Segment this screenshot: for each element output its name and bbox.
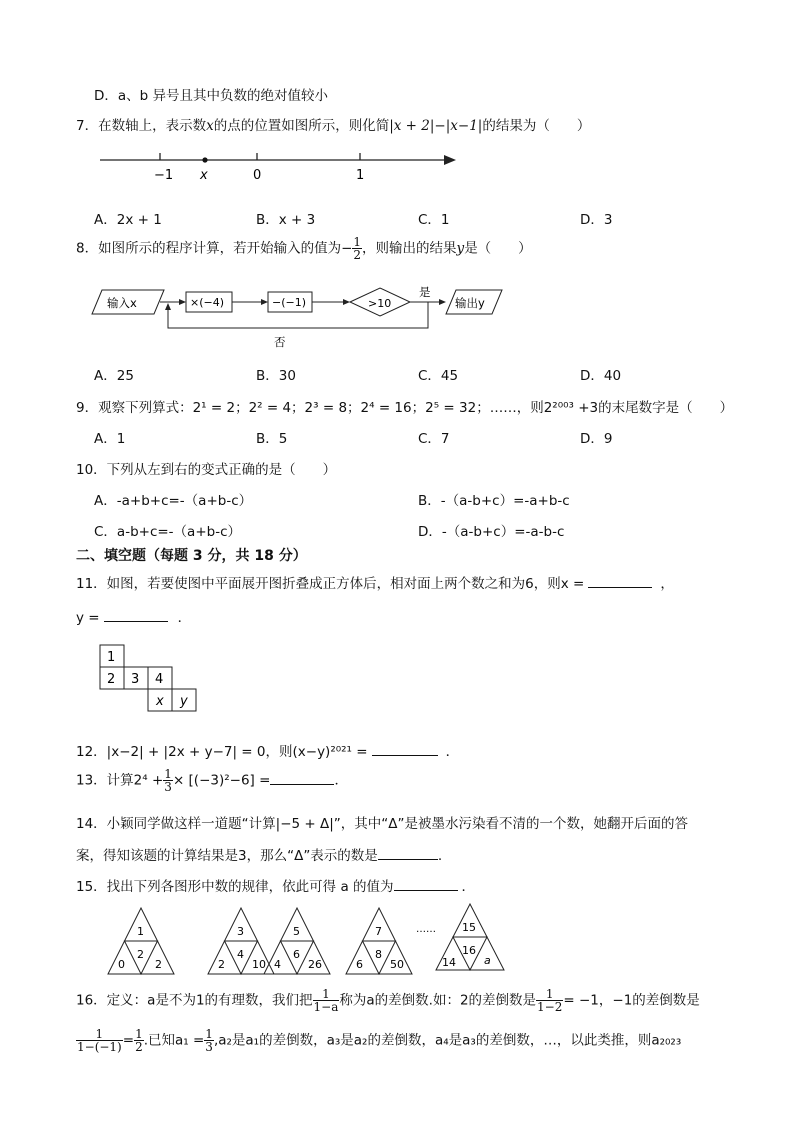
q6-option-d: D．a、b 异号且其中负数的绝对值较小 [94, 88, 329, 104]
flow-step1: ×(−4) [190, 296, 225, 309]
q9-option-c: C．7 [418, 431, 450, 447]
q14-line2: 案，得知该题的计算结果是3，那么“Δ”表示的数是 . [76, 844, 442, 864]
q15-stem: 15．找出下列各图形中数的规律，依此可得 a 的值为 ． [76, 875, 475, 895]
q13-stem: 13．计算2⁴ + $\frac{1}{3}$ × [(−3)²−6] = ． [76, 767, 348, 794]
tri4-mid: 8 [375, 948, 382, 961]
q7-option-b: B．x + 3 [256, 212, 316, 228]
axis-label-1: 1 [356, 168, 365, 183]
tri2-br: 10 [252, 958, 266, 971]
net-cell-3: 3 [131, 672, 140, 687]
q9-option-a: A．1 [94, 431, 126, 447]
tri5-br: a [484, 954, 491, 967]
tri5-bl: 14 [442, 956, 456, 969]
net-cell-1: 1 [107, 650, 116, 665]
flow-step2: −(−1) [272, 296, 307, 309]
q15-triangles [100, 900, 520, 978]
q10-stem: 10．下列从左到右的变式正确的是（ ） [76, 462, 337, 478]
tri4-top: 7 [375, 925, 382, 938]
q15-ellipsis: …… [416, 924, 436, 935]
flow-decision: >10 [368, 297, 392, 310]
q8-stem: 8．如图所示的程序计算，若开始输入的值为− $\frac{1}{2}$ ，则输出的结果y是（ ） [76, 235, 532, 262]
q7-option-d: D．3 [580, 212, 613, 228]
tri1-br: 2 [155, 958, 162, 971]
flow-output: 输出y [455, 296, 485, 310]
tri3-mid: 6 [293, 948, 300, 961]
q14-line1: 14．小颖同学做这样一道题“计算|−5 + Δ|”，其中“Δ”是被墨水污染看不清的一个数，她翻开后面的答 [76, 816, 689, 832]
tri4-bl: 6 [356, 958, 363, 971]
q8-option-d: D．40 [580, 368, 622, 384]
q8-fraction: $\frac{1}{2}$ [353, 235, 362, 262]
q9-option-b: B．5 [256, 431, 288, 447]
q9-option-d: D．9 [580, 431, 613, 447]
flow-no: 否 [274, 335, 286, 349]
net-cell-x: x [156, 694, 164, 709]
tri4-br: 50 [390, 958, 404, 971]
tri1-mid: 2 [137, 948, 144, 961]
q13-fraction: $\frac{1}{3}$ [164, 767, 172, 794]
q11-blank-x [588, 573, 652, 588]
q11-cube-net [98, 643, 200, 717]
tri1-bl: 0 [118, 958, 125, 971]
q12-blank [372, 741, 438, 756]
q7-number-line [96, 148, 466, 184]
tri2-bl: 2 [218, 958, 225, 971]
tri3-bl: 4 [274, 958, 281, 971]
q8-option-b: B．30 [256, 368, 296, 384]
tri5-top: 15 [462, 921, 476, 934]
q8-option-c: C．45 [418, 368, 459, 384]
q11-line2: y = ． [76, 606, 191, 626]
net-cell-4: 4 [155, 672, 164, 687]
axis-label-x: x [200, 168, 208, 183]
tri1-top: 1 [137, 925, 144, 938]
tri2-top: 3 [237, 925, 244, 938]
section-title: 二、填空题（每题 3 分，共 18 分） [76, 548, 307, 564]
net-cell-2: 2 [107, 672, 116, 687]
q10-option-d: D．-（a-b+c）=-a-b-c [418, 524, 565, 540]
tri5-mid: 16 [462, 944, 476, 957]
q7-option-a: A．2x + 1 [94, 212, 162, 228]
axis-label-neg1: −1 [154, 168, 174, 183]
q13-blank [270, 770, 334, 785]
flow-yes: 是 [419, 285, 431, 299]
tri3-top: 5 [293, 925, 300, 938]
q16-line1: 16．定义：a是不为1的有理数，我们把 $\frac{1}{1-a}$ 称为a的差倒数.如：2的差倒数是 $\frac{1}{1-2}$ = −1，−1的差倒数是 [76, 987, 700, 1014]
net-cell-y: y [180, 694, 188, 709]
q16-line2: $\frac{1}{1-(-1)}$ = $\frac{1}{2}$ .已知a₁ = $\frac{1}{3}$ ,a₂是a₁的差倒数，a₃是a₂的差倒数，a₄是a₃的差倒数，…，以此类推，则a₂₀₂₃ [77, 1027, 682, 1054]
tri2-mid: 4 [237, 948, 244, 961]
q12-stem: 12．|x−2| + |2x + y−7| = 0，则(x−y)²⁰²¹ = ． [76, 740, 459, 760]
q7-option-c: C．1 [418, 212, 450, 228]
q8-option-a: A．25 [94, 368, 134, 384]
q11-stem: 11．如图，若要使图中平面展开图折叠成正方体后，相对面上两个数之和为6，则x = ， [76, 572, 674, 592]
q14-blank [378, 845, 438, 860]
q15-blank [394, 876, 458, 891]
tri3-br: 26 [308, 958, 322, 971]
q10-option-c: C．a-b+c=-（a+b-c） [94, 524, 242, 540]
q10-option-b: B．-（a-b+c）=-a+b-c [418, 493, 570, 509]
flow-input: 输入x [107, 296, 137, 310]
q10-option-a: A．-a+b+c=-（a+b-c） [94, 493, 253, 509]
axis-label-0: 0 [253, 168, 262, 183]
q7-stem: 7．在数轴上，表示数x的点的位置如图所示，则化简|x + 2|−|x−1|的结果为（ ） [76, 118, 591, 134]
q8-flowchart [90, 284, 510, 352]
q9-stem: 9．观察下列算式：2¹ = 2；2² = 4；2³ = 8；2⁴ = 16；2⁵ = 32；……，则2²⁰⁰³ +3的末尾数字是（ ） [76, 400, 734, 416]
q11-blank-y [104, 607, 168, 622]
